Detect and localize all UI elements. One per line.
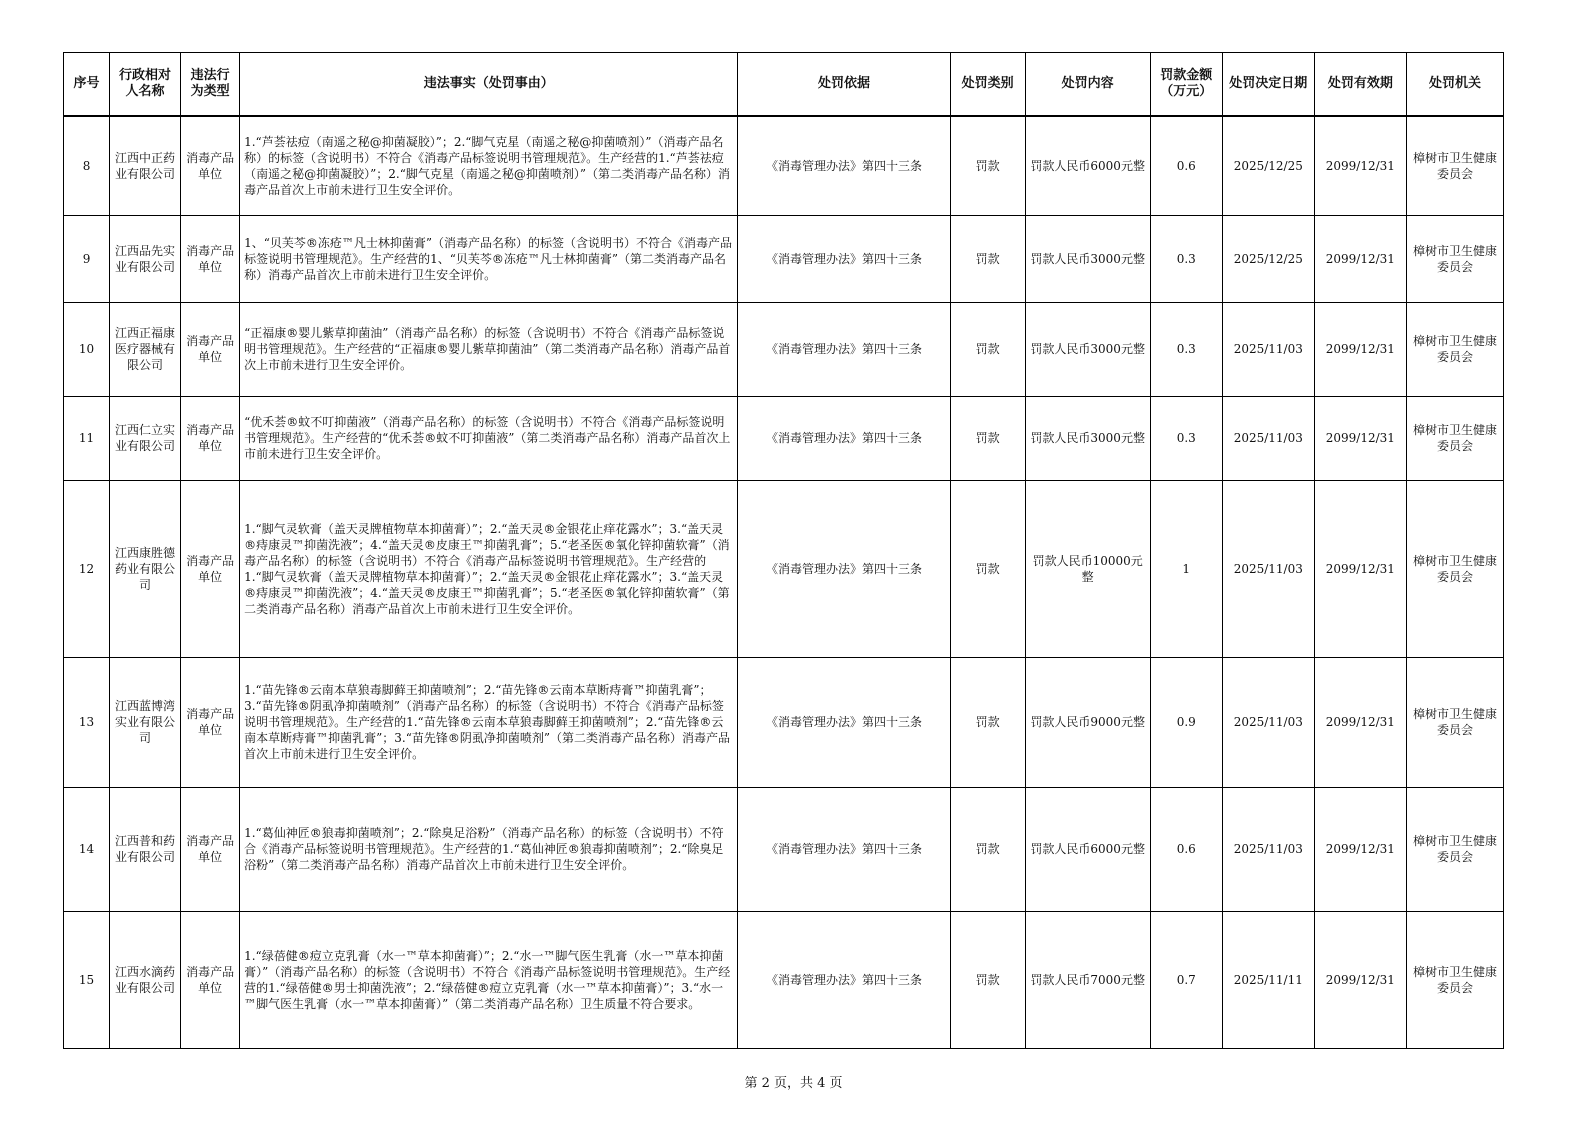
header-party-name: 行政相对人名称 xyxy=(110,53,181,117)
cell-decision-date: 2025/12/25 xyxy=(1222,116,1314,215)
cell-content: 罚款人民币3000元整 xyxy=(1025,396,1150,480)
table-row xyxy=(64,396,1504,480)
cell-violation-type: 消毒产品单位 xyxy=(181,116,240,215)
cell-amount: 0.9 xyxy=(1150,657,1222,787)
cell-category: 罚款 xyxy=(950,787,1025,911)
cell-amount: 0.3 xyxy=(1150,396,1222,480)
cell-facts: “优禾荟®蚊不叮抑菌液”（消毒产品名称）的标签（含说明书）不符合《消毒产品标签说明书管理规范》。生产经营的“优禾荟®蚊不叮抑菌液”（第二类消毒产品名称）消毒产品首次上市前未进行卫生安全评价。 xyxy=(240,396,738,480)
cell-agency: 樟树市卫生健康委员会 xyxy=(1406,116,1503,215)
cell-party-name: 江西蓝博湾实业有限公司 xyxy=(110,657,181,787)
cell-seq: 13 xyxy=(64,657,110,787)
cell-validity: 2099/12/31 xyxy=(1314,911,1406,1048)
cell-agency: 樟树市卫生健康委员会 xyxy=(1406,396,1503,480)
cell-amount: 1 xyxy=(1150,480,1222,657)
table-row xyxy=(64,787,1504,911)
cell-decision-date: 2025/11/03 xyxy=(1222,396,1314,480)
cell-agency: 樟树市卫生健康委员会 xyxy=(1406,302,1503,396)
cell-facts: 1.“绿蓓健®痘立克乳膏（水一™草本抑菌膏）”；2.“水一™脚气医生乳膏（水一™草本抑菌膏）”（消毒产品名称）的标签（含说明书）不符合《消毒产品标签说明书管理规范》。生产经营的1.“绿蓓健®男士抑菌洗液”；2.“绿蓓健®痘立克乳膏（水一™草本抑菌膏）”；3.“水一™脚气医生乳膏（水一™草本抑菌膏）”（第二类消毒产品名称）卫生质量不符合要求。 xyxy=(240,911,738,1048)
cell-agency: 樟树市卫生健康委员会 xyxy=(1406,657,1503,787)
cell-content: 罚款人民币6000元整 xyxy=(1025,116,1150,215)
cell-amount: 0.6 xyxy=(1150,787,1222,911)
header-agency: 处罚机关 xyxy=(1406,53,1503,117)
cell-basis: 《消毒管理办法》第四十三条 xyxy=(738,480,950,657)
cell-violation-type: 消毒产品单位 xyxy=(181,657,240,787)
cell-basis: 《消毒管理办法》第四十三条 xyxy=(738,215,950,302)
cell-party-name: 江西康胜德药业有限公司 xyxy=(110,480,181,657)
cell-amount: 0.3 xyxy=(1150,302,1222,396)
cell-agency: 樟树市卫生健康委员会 xyxy=(1406,787,1503,911)
penalty-table xyxy=(63,52,1504,1049)
cell-violation-type: 消毒产品单位 xyxy=(181,911,240,1048)
table-row xyxy=(64,657,1504,787)
cell-basis: 《消毒管理办法》第四十三条 xyxy=(738,911,950,1048)
cell-validity: 2099/12/31 xyxy=(1314,302,1406,396)
cell-seq: 15 xyxy=(64,911,110,1048)
header-violation-type: 违法行为类型 xyxy=(181,53,240,117)
cell-decision-date: 2025/11/03 xyxy=(1222,787,1314,911)
cell-facts: 1.“苗先锋®云南本草狼毒脚藓王抑菌喷剂”；2.“苗先锋®云南本草断痔膏™抑菌乳膏”；3.“苗先锋®阴虱净抑菌喷剂”（消毒产品名称）的标签（含说明书）不符合《消毒产品标签说明书管理规范》。生产经营的1.“苗先锋®云南本草狼毒脚藓王抑菌喷剂”；2.“苗先锋®云南本草断痔膏™抑菌乳膏”；3.“苗先锋®阴虱净抑菌喷剂”（第二类消毒产品名称）消毒产品首次上市前未进行卫生安全评价。 xyxy=(240,657,738,787)
cell-validity: 2099/12/31 xyxy=(1314,787,1406,911)
page-footer: 第 2 页，共 4 页 xyxy=(744,1076,843,1091)
cell-basis: 《消毒管理办法》第四十三条 xyxy=(738,787,950,911)
table-row xyxy=(64,480,1504,657)
cell-category: 罚款 xyxy=(950,116,1025,215)
cell-decision-date: 2025/11/03 xyxy=(1222,657,1314,787)
cell-violation-type: 消毒产品单位 xyxy=(181,396,240,480)
cell-amount: 0.6 xyxy=(1150,116,1222,215)
cell-decision-date: 2025/11/11 xyxy=(1222,911,1314,1048)
cell-party-name: 江西中正药业有限公司 xyxy=(110,116,181,215)
header-seq: 序号 xyxy=(64,53,110,117)
cell-content: 罚款人民币3000元整 xyxy=(1025,215,1150,302)
cell-facts: 1.“芦荟祛痘（南遥之秘@抑菌凝胶）”；2.“脚气克星（南遥之秘@抑菌喷剂）”（消毒产品名称）的标签（含说明书）不符合《消毒产品标签说明书管理规范》。生产经营的1.“芦荟祛痘（南遥之秘@抑菌凝胶）”；2.“脚气克星（南遥之秘@抑菌喷剂）”（第二类消毒产品名称）消毒产品首次上市前未进行卫生安全评价。 xyxy=(240,116,738,215)
cell-party-name: 江西水滴药业有限公司 xyxy=(110,911,181,1048)
header-basis: 处罚依据 xyxy=(738,53,950,117)
cell-basis: 《消毒管理办法》第四十三条 xyxy=(738,657,950,787)
cell-category: 罚款 xyxy=(950,911,1025,1048)
header-category: 处罚类别 xyxy=(950,53,1025,117)
cell-seq: 12 xyxy=(64,480,110,657)
cell-category: 罚款 xyxy=(950,396,1025,480)
header-row xyxy=(64,53,1504,117)
cell-category: 罚款 xyxy=(950,480,1025,657)
header-amount: 罚款金额（万元） xyxy=(1150,53,1222,117)
cell-basis: 《消毒管理办法》第四十三条 xyxy=(738,302,950,396)
cell-facts: 1、“贝芙芩®冻疮™凡士林抑菌膏”（消毒产品名称）的标签（含说明书）不符合《消毒产品标签说明书管理规范》。生产经营的1、“贝芙芩®冻疮™凡士林抑菌膏”（第二类消毒产品名称）消毒产品首次上市前未进行卫生安全评价。 xyxy=(240,215,738,302)
cell-content: 罚款人民币3000元整 xyxy=(1025,302,1150,396)
header-content: 处罚内容 xyxy=(1025,53,1150,117)
cell-facts: 1.“脚气灵软膏（盖天灵牌植物草本抑菌膏）”；2.“盖天灵®金银花止痒花露水”；3.“盖天灵®痔康灵™抑菌洗液”；4.“盖天灵®皮康王™抑菌乳膏”；5.“老圣医®氧化锌抑菌软膏”（消毒产品名称）的标签（含说明书）不符合《消毒产品标签说明书管理规范》。生产经营的1.“脚气灵软膏（盖天灵牌植物草本抑菌膏）”；2.“盖天灵®金银花止痒花露水”；3.“盖天灵®痔康灵™抑菌洗液”；4.“盖天灵®皮康王™抑菌乳膏”；5.“老圣医®氧化锌抑菌软膏”（第二类消毒产品名称）消毒产品首次上市前未进行卫生安全评价。 xyxy=(240,480,738,657)
cell-decision-date: 2025/11/03 xyxy=(1222,480,1314,657)
cell-violation-type: 消毒产品单位 xyxy=(181,787,240,911)
cell-validity: 2099/12/31 xyxy=(1314,116,1406,215)
table-row xyxy=(64,215,1504,302)
cell-party-name: 江西正福康医疗器械有限公司 xyxy=(110,302,181,396)
cell-agency: 樟树市卫生健康委员会 xyxy=(1406,911,1503,1048)
cell-seq: 11 xyxy=(64,396,110,480)
cell-validity: 2099/12/31 xyxy=(1314,480,1406,657)
table-row xyxy=(64,911,1504,1048)
cell-seq: 9 xyxy=(64,215,110,302)
cell-agency: 樟树市卫生健康委员会 xyxy=(1406,480,1503,657)
cell-category: 罚款 xyxy=(950,215,1025,302)
cell-amount: 0.7 xyxy=(1150,911,1222,1048)
cell-decision-date: 2025/12/25 xyxy=(1222,215,1314,302)
cell-party-name: 江西品先实业有限公司 xyxy=(110,215,181,302)
cell-content: 罚款人民币10000元整 xyxy=(1025,480,1150,657)
header-validity: 处罚有效期 xyxy=(1314,53,1406,117)
cell-category: 罚款 xyxy=(950,657,1025,787)
table-row xyxy=(64,116,1504,215)
cell-violation-type: 消毒产品单位 xyxy=(181,480,240,657)
cell-party-name: 江西仁立实业有限公司 xyxy=(110,396,181,480)
table-row xyxy=(64,302,1504,396)
cell-amount: 0.3 xyxy=(1150,215,1222,302)
cell-validity: 2099/12/31 xyxy=(1314,657,1406,787)
cell-category: 罚款 xyxy=(950,302,1025,396)
cell-validity: 2099/12/31 xyxy=(1314,396,1406,480)
cell-seq: 8 xyxy=(64,116,110,215)
header-decision-date: 处罚决定日期 xyxy=(1222,53,1314,117)
cell-basis: 《消毒管理办法》第四十三条 xyxy=(738,396,950,480)
cell-agency: 樟树市卫生健康委员会 xyxy=(1406,215,1503,302)
cell-facts: 1.“葛仙神匠®狼毒抑菌喷剂”；2.“除臭足浴粉”（消毒产品名称）的标签（含说明书）不符合《消毒产品标签说明书管理规范》。生产经营的1.“葛仙神匠®狼毒抑菌喷剂”；2.“除臭足浴粉”（第二类消毒产品名称）消毒产品首次上市前未进行卫生安全评价。 xyxy=(240,787,738,911)
cell-facts: “正福康®婴儿紫草抑菌油”（消毒产品名称）的标签（含说明书）不符合《消毒产品标签说明书管理规范》。生产经营的“正福康®婴儿紫草抑菌油”（第二类消毒产品名称）消毒产品首次上市前未进行卫生安全评价。 xyxy=(240,302,738,396)
cell-violation-type: 消毒产品单位 xyxy=(181,215,240,302)
cell-basis: 《消毒管理办法》第四十三条 xyxy=(738,116,950,215)
cell-content: 罚款人民币9000元整 xyxy=(1025,657,1150,787)
cell-validity: 2099/12/31 xyxy=(1314,215,1406,302)
header-facts: 违法事实（处罚事由） xyxy=(240,53,738,117)
cell-party-name: 江西普和药业有限公司 xyxy=(110,787,181,911)
cell-decision-date: 2025/11/03 xyxy=(1222,302,1314,396)
cell-seq: 10 xyxy=(64,302,110,396)
cell-seq: 14 xyxy=(64,787,110,911)
cell-violation-type: 消毒产品单位 xyxy=(181,302,240,396)
table-body xyxy=(64,116,1504,1048)
cell-content: 罚款人民币7000元整 xyxy=(1025,911,1150,1048)
cell-content: 罚款人民币6000元整 xyxy=(1025,787,1150,911)
